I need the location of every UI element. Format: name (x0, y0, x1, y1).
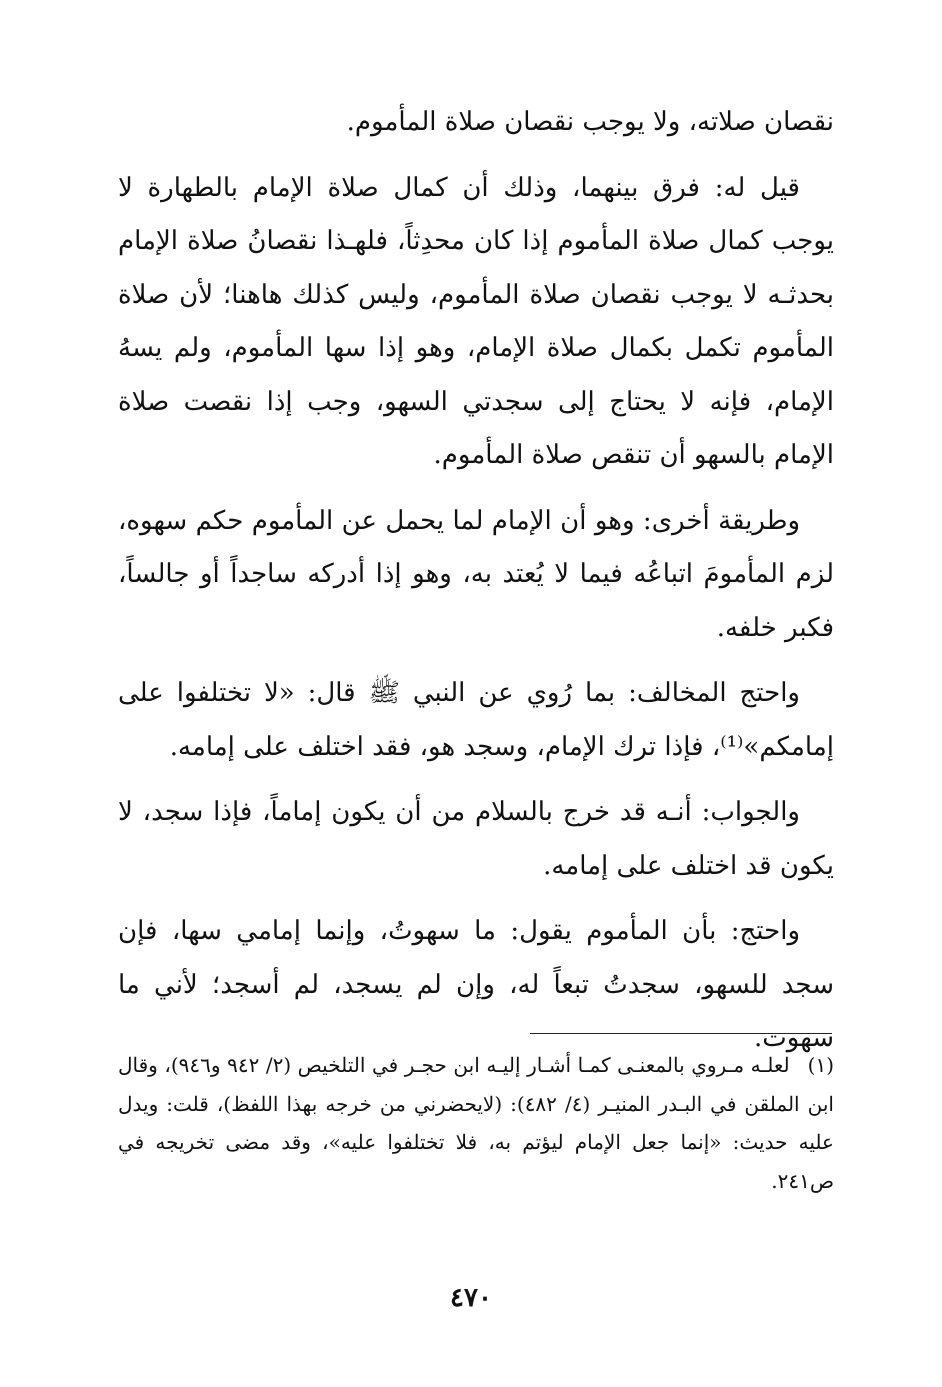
footnotes (118, 1046, 834, 1200)
paragraph-further-argument: واحتج: بأن المأموم يقول: ما سهوتُ، وإنما إمامي سها، فإن سجد للسهو، سجدتُ تبعاً له، وإن لم يسجد، لم أسجد؛ لأني ما سهوت. (118, 916, 834, 1053)
paragraph-reply: قيل له: فرق بينهما، وذلك أن كمال صلاة الإمام بالطهارة لا يوجب كمال صلاة المأموم إذا كان محدِثاً، فلهـذا نقصانُ صلاة الإمام بحدثـه لا يوجب نقصان صلاة المأموم، وليس كذلك هاهنا؛ لأن صلاة المأموم تكمل بكمال صلاة الإمام، وهو إذا سها المأموم، ولم يسهُ الإمام، فإنه لا يحتاج إلى سجدتي السهو، وجب إذا نقصت صلاة الإمام بالسهو أن تنقص صلاة المأموم. (118, 172, 835, 470)
main-text (118, 96, 834, 1078)
footnote-text: لعلـه مـروي بالمعنـى كمـا أشـار إليـه ابن حجـر في التلخيص (٢/ ٩٤٢ و٩٤٦)، وقال ابن الملقن في البـدر المنيـر (٤/ ٤٨٢): (لايحضرني من خرجه بهذا اللفظ)، قلت: ويدل عليه حديث: «إنما جعل الإمام ليؤتم به، فلا تختلفوا عليه»، وقد مضى تخريجه في ص٢٤١. (118, 1053, 834, 1193)
footnote-1 (118, 1046, 834, 1200)
footnote-marker: (١) (807, 1053, 834, 1077)
paragraph-another-method: وطريقة أخرى: وهو أن الإمام لما يحمل عن المأموم حكم سهوه، لزم المأمومَ اتباعُه فيما لا يُعتد به، وهو إذا أدركه ساجداً أو جالساً، فكبر خلفه. (118, 505, 834, 643)
page-number: ٤٧٠ (450, 1283, 492, 1313)
paragraph-opponent-argument: واحتج المخالف: بما رُوي عن النبي ﷺ قال: «لا تختلفوا على إمامكم»⁽¹⁾، فإذا ترك الإمام، وسجد هو، فقد اختلف على إمامه. (118, 678, 834, 762)
footnote-divider (530, 1033, 832, 1034)
paragraph-answer: والجواب: أنـه قد خرج بالسلام من أن يكون إماماً، فإذا سجد، لا يكون قد اختلف على إمامه. (118, 797, 834, 881)
paragraph-continuation: نقصان صلاته، ولا يوجب نقصان صلاة المأموم. (346, 107, 834, 137)
